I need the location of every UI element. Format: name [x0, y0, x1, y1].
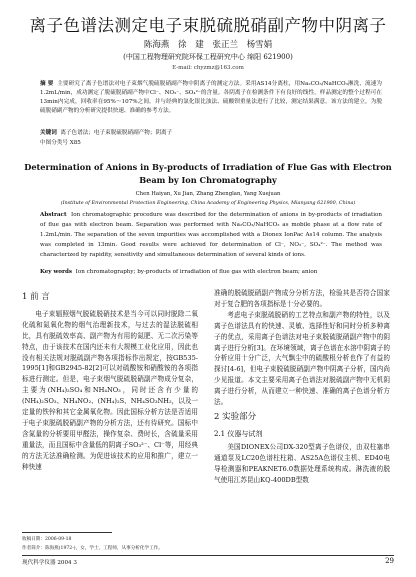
section-heading-intro: 1 前 言 — [22, 292, 50, 302]
body-paragraph: 美国DIONEX公司DX-320型离子色谱仪，由双柱塞串通道泵及LC20色谱柱柱箱、AS25A色谱仪主机、ED40电导检测器和PEAKNET6.0数据处理系统构成。淋洗液的脱气使用江苏昆山KQ-400DB型数 — [214, 442, 390, 484]
abstract-en-label: Abstract — [40, 212, 67, 218]
keywords-cn-label: 关键词 — [40, 130, 57, 136]
keywords-en-text: Ion chromatography; by-products of irradiation of flue gas with electron beam; anion — [75, 269, 318, 275]
abstract-cn-label: 摘 要 — [40, 81, 54, 87]
affiliation-en: (Institute of Environmental Protection Engineering, China Academy of Engineering Physics, Mianyang 621900, China) — [60, 200, 356, 206]
keywords-cn-text: 离子色谱法；电子束脱硫脱硝副产物；阴离子 — [60, 130, 173, 136]
body-paragraph: 电子束辐照烟气脱硫脱硝技术是当今可以同时脱除二氧化硫和氮氧化物的烟气治理新技术，与过去的湿法脱硫相比，具有脱硫效率高、副产物为有用的氮肥、无二次污染等特点，由于该技术在国内还未有大规模工业化应用，因此也没有相关法规对脱硫副产物各项指标作出规定，按GB535-1995[1]和GB2945-82[2]可以对硫酸铵和硝酸铵的各项指标进行测定。但是，电子束烟气脱硫脱硝副产物成分复杂，主要为(NH₄)₂SO₄和NH₄NO₃，同时还含有少量的(NH₄)₂SO₃、NH₄NO₂、(NH₄)₂S、NH₄SO₃NH₂，以及一定量的铁锌和其它金属氧化物。因此国标分析方法是否适用于电子束脱硫脱硝副产物的分析方法，还有待研究。国标中含氮量的分析要用甲醛法，操作复杂、费时长，含硫量采用重量法，而且国标中含量低的阴离子SO₃²⁻、Cl⁻等，用经典的方法无法准确检测。为促进该技术的应用和推广，建立一种快速 — [22, 309, 199, 471]
author-email: E-mail: chyzmz@163.com — [172, 65, 244, 71]
keywords-cn — [40, 128, 382, 136]
authors-cn: 陈海燕 徐 建 张正兰 杨雪娟 — [143, 40, 273, 50]
footer-divider — [22, 555, 394, 556]
subsection-heading-instruments: 2.1 仪器与试剂 — [214, 429, 263, 438]
footnote-divider — [22, 532, 112, 533]
footnote-author: 作者简介：陈海燕(1972-)，女，学士，工程师，从事分析化学工作。 — [22, 546, 163, 551]
abstract-en-text: Ion chromatographic procedure was described for the determination of anions in by-products of irradiation of flue gas with electron beam. Separation was performed with Na₂CO₃/NaHCO₃ as mobile phase at a flow rate of 1.2mL/min. The separation of the seven impurities was accomplished with a Dionex IonPac As14 column. The analysis was completed in 13min. Good results were achieved for determination of Cl⁻, NO₃⁻, SO₄²⁻. The method was characterized by rapidity, sensitivity and simultaneous determination of several kinds of ions. — [40, 212, 382, 258]
keywords-en — [40, 269, 382, 275]
left-column — [22, 288, 198, 473]
body-paragraph: 考虑电子束脱硫脱硝的工艺特点和副产物的特性，以及离子色谱法具有的快速、灵敏、选择性好和同时分析多种离子的优点，采用离子色谱法对电子束脱硫脱硝副产物中的阴离子进行分析[3]。在环境领域，离子色谱在水溶中阴离子的分析应用十分广泛，大气飘尘中的硫酸根分析也作了有益的探讨[4-6]，但电子束脱硫脱硝副产物中阴离子分析，国内尚少见报道。本文主要采用离子色谱法对脱硫副产物中无机阴离子进行分析，从而建立一种快速、准确的离子色谱分析方法。 — [214, 310, 390, 407]
right-column — [214, 288, 390, 485]
body-paragraph: 准确的脱硫脱硝副产物成分分析方法，检验其是否符合国家对于复合肥的各项指标是十分必要的。 — [214, 289, 390, 308]
abstract-cn-text: 主要研究了离子色谱法对电子束烟气脱硫脱硝副产物中阴离子的测定方法。采用AS14分离柱，用Na₂CO₃/NaHCO₃淋洗，流速为1.2mL/min，成功测定了脱硫脱硝副产物中Cl⁻、NO₃⁻、SO₄²⁻的含量。各阴离子在检测条件下有良好的线性，样品测定的整个过程可在13min内完成，回收率在95%～107%之间。并与经典的氯化银比浊法、硫酸钡重量法进行了比较，测定结果满意。该方法的建立，为脱硫脱硝副产物的分析研究提供快速、准确的参考方法。 — [40, 81, 383, 114]
paper-title-cn: 离子色谱法测定电子束脱硫脱硝副产物中阴离子 — [29, 16, 387, 35]
footnote-received: 收稿日期：2006-09-18 — [22, 537, 72, 542]
section-heading-experiment: 2 实验部分 — [214, 411, 257, 422]
keywords-en-label: Key words — [40, 269, 73, 275]
journal-name: 现代科学仪器 2004 3 — [22, 560, 77, 566]
classification-cn: 中图分类号 X85 — [40, 140, 81, 146]
authors-en: Chen Haiyan, Xu Jian, Zhang Zhenglan, Yang Xuejuan — [135, 191, 281, 197]
abstract-en — [40, 210, 382, 260]
page-number: 29 — [385, 557, 394, 565]
paper-title-en: Determination of Anions in By-products of Irradiation of Flue Gas with Electron Beam by Ion Chromatography — [24, 162, 392, 185]
abstract-cn — [40, 80, 382, 116]
affiliation-cn: (中国工程物理研究院环保工程研究中心 绵阳 621900) — [123, 53, 293, 61]
